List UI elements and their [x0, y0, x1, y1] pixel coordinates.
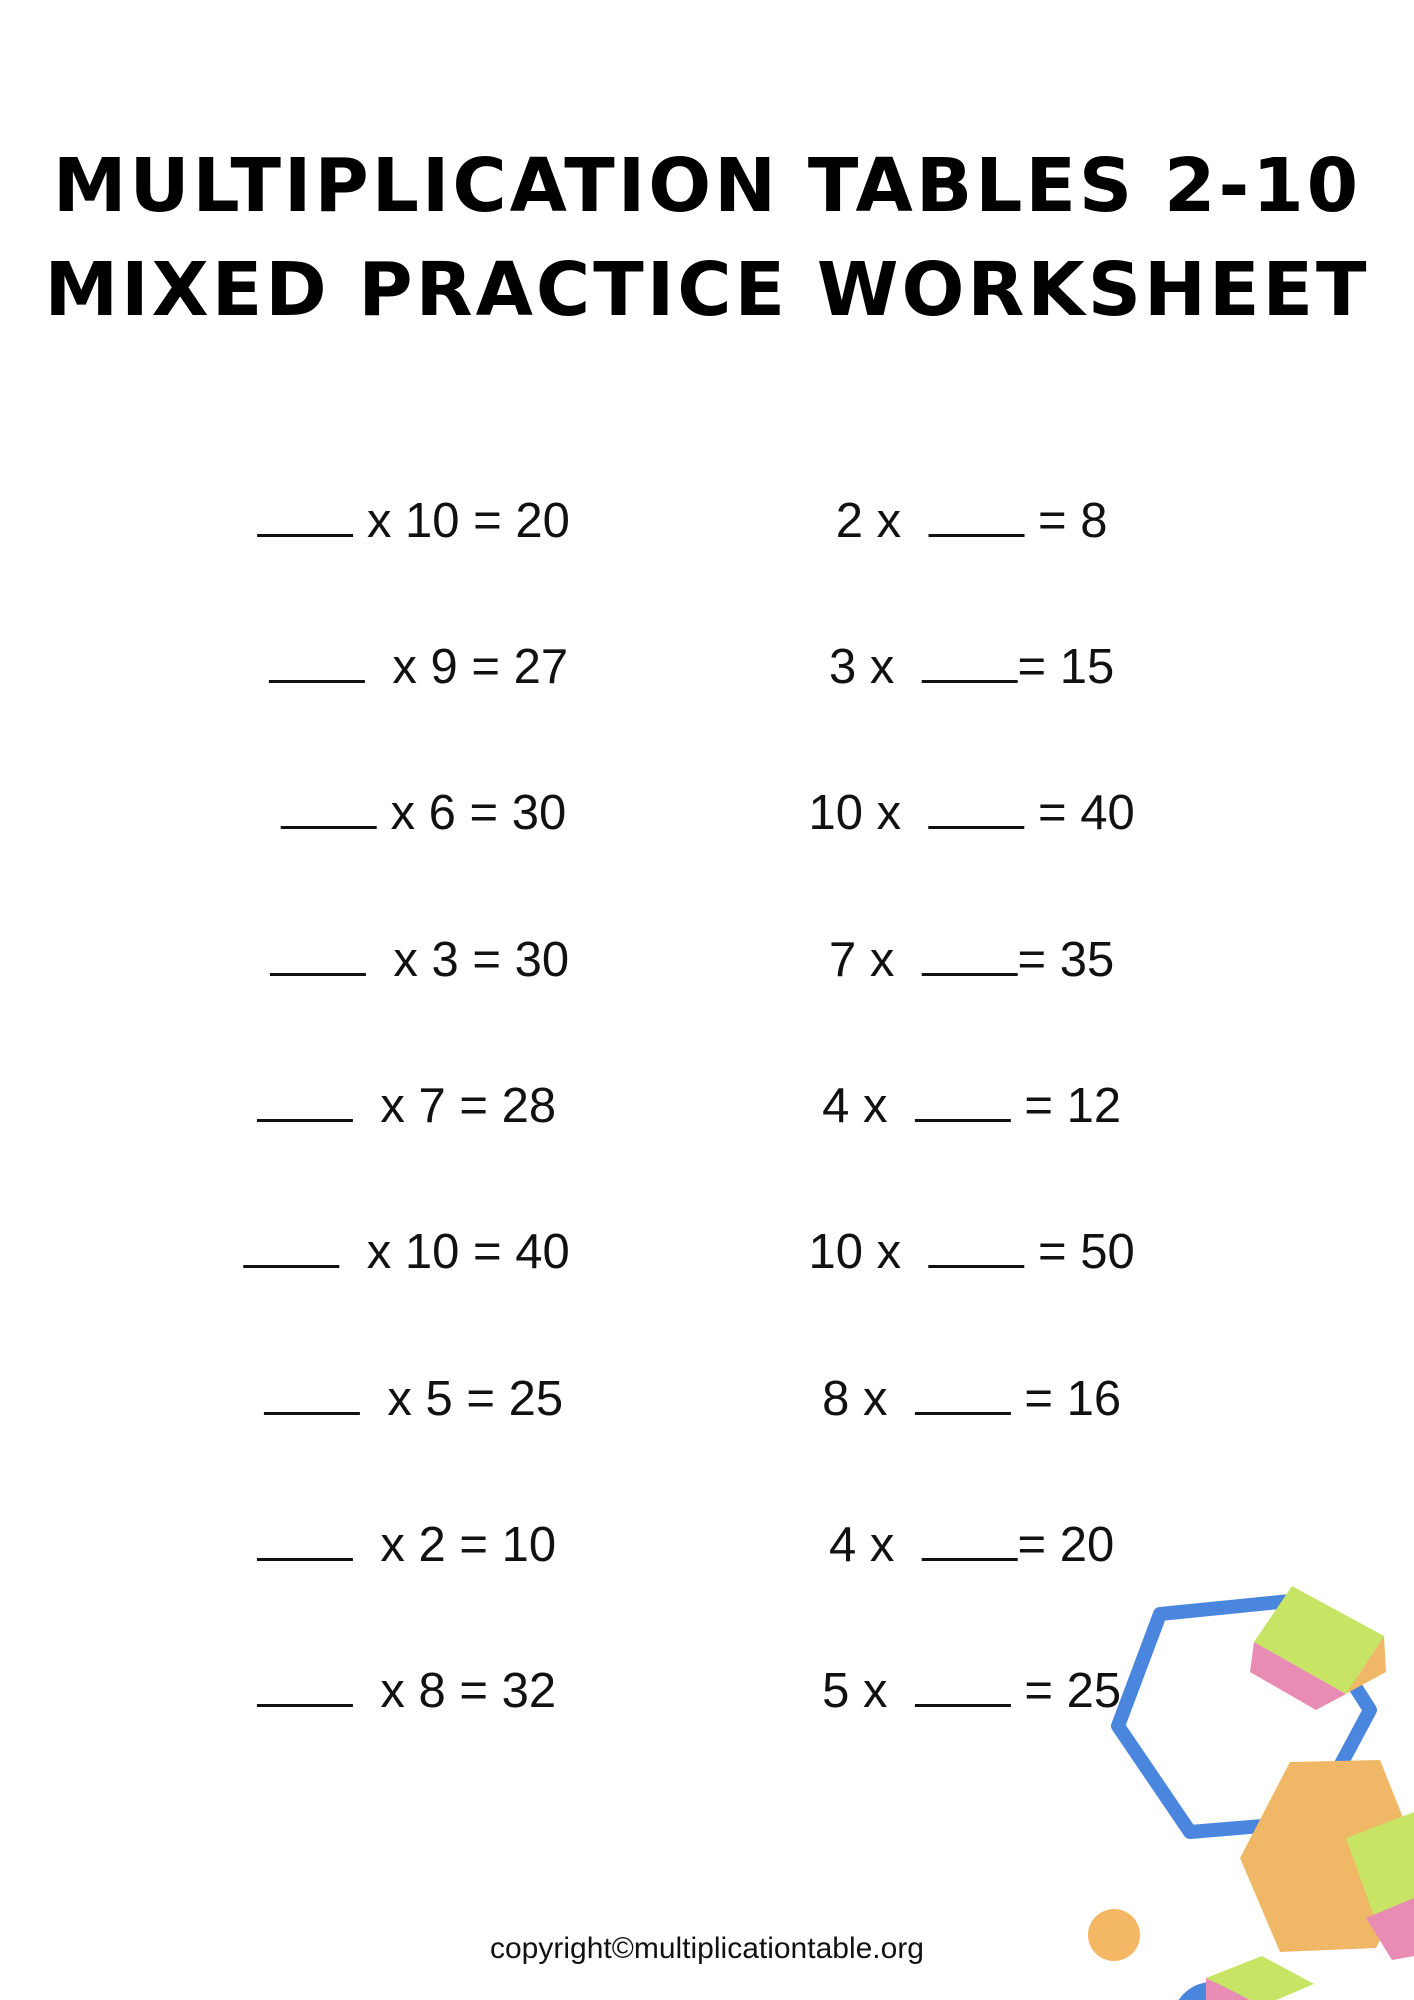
answer-blank[interactable]	[915, 1660, 1011, 1707]
problem-right-1: 2 x = 8	[809, 430, 1108, 551]
problem-right-6: 10 x = 50	[781, 1161, 1134, 1282]
copyright-text: copyright©multiplicationtable.org	[490, 1932, 924, 1965]
problem-left-2: x 9 = 27	[242, 576, 568, 697]
problem-right-5: 4 x = 12	[795, 1015, 1121, 1136]
problem-left-4: x 3 = 30	[243, 869, 569, 990]
problem-left-1: x 10 = 20	[230, 430, 570, 551]
hexagon-outline-icon	[1118, 1600, 1370, 1832]
answer-blank[interactable]	[264, 1368, 360, 1415]
answer-blank[interactable]	[270, 929, 366, 976]
answer-blank[interactable]	[281, 782, 377, 829]
answer-blank[interactable]	[922, 929, 1018, 976]
problem-left-8: x 2 = 10	[230, 1454, 556, 1575]
answer-blank[interactable]	[257, 1075, 353, 1122]
hexagon-filled-icon	[1240, 1760, 1414, 1952]
worksheet-title-line-2: MIXED PRACTICE WORKSHEET	[44, 247, 1370, 333]
problem-right-2: 3 x = 15	[802, 576, 1115, 697]
cube-icon	[1250, 1586, 1386, 1710]
problem-right-9: 5 x = 25	[795, 1600, 1121, 1721]
dot-icon	[1172, 1982, 1252, 2000]
answer-blank[interactable]	[257, 490, 353, 537]
answer-blank[interactable]	[257, 1514, 353, 1561]
worksheet-title-line-1: MULTIPLICATION TABLES 2-10	[52, 143, 1362, 229]
answer-blank[interactable]	[922, 636, 1018, 683]
problem-right-4: 7 x = 35	[802, 869, 1115, 990]
problem-right-3: 10 x = 40	[781, 722, 1134, 843]
answer-blank[interactable]	[244, 1221, 340, 1268]
answer-blank[interactable]	[922, 1514, 1018, 1561]
answer-blank[interactable]	[257, 1660, 353, 1707]
problem-left-5: x 7 = 28	[230, 1015, 556, 1136]
answer-blank[interactable]	[928, 782, 1024, 829]
problem-left-7: x 5 = 25	[237, 1308, 563, 1429]
problem-left-6: x 10 = 40	[216, 1161, 569, 1282]
answer-blank[interactable]	[928, 1221, 1024, 1268]
problem-left-3: x 6 = 30	[254, 722, 567, 843]
answer-blank[interactable]	[269, 636, 365, 683]
answer-blank[interactable]	[915, 1075, 1011, 1122]
answer-blank[interactable]	[915, 1368, 1011, 1415]
problem-right-7: 8 x = 16	[795, 1308, 1121, 1429]
problem-right-8: 4 x = 20	[802, 1454, 1115, 1575]
problem-left-9: x 8 = 32	[230, 1600, 556, 1721]
answer-blank[interactable]	[928, 490, 1024, 537]
